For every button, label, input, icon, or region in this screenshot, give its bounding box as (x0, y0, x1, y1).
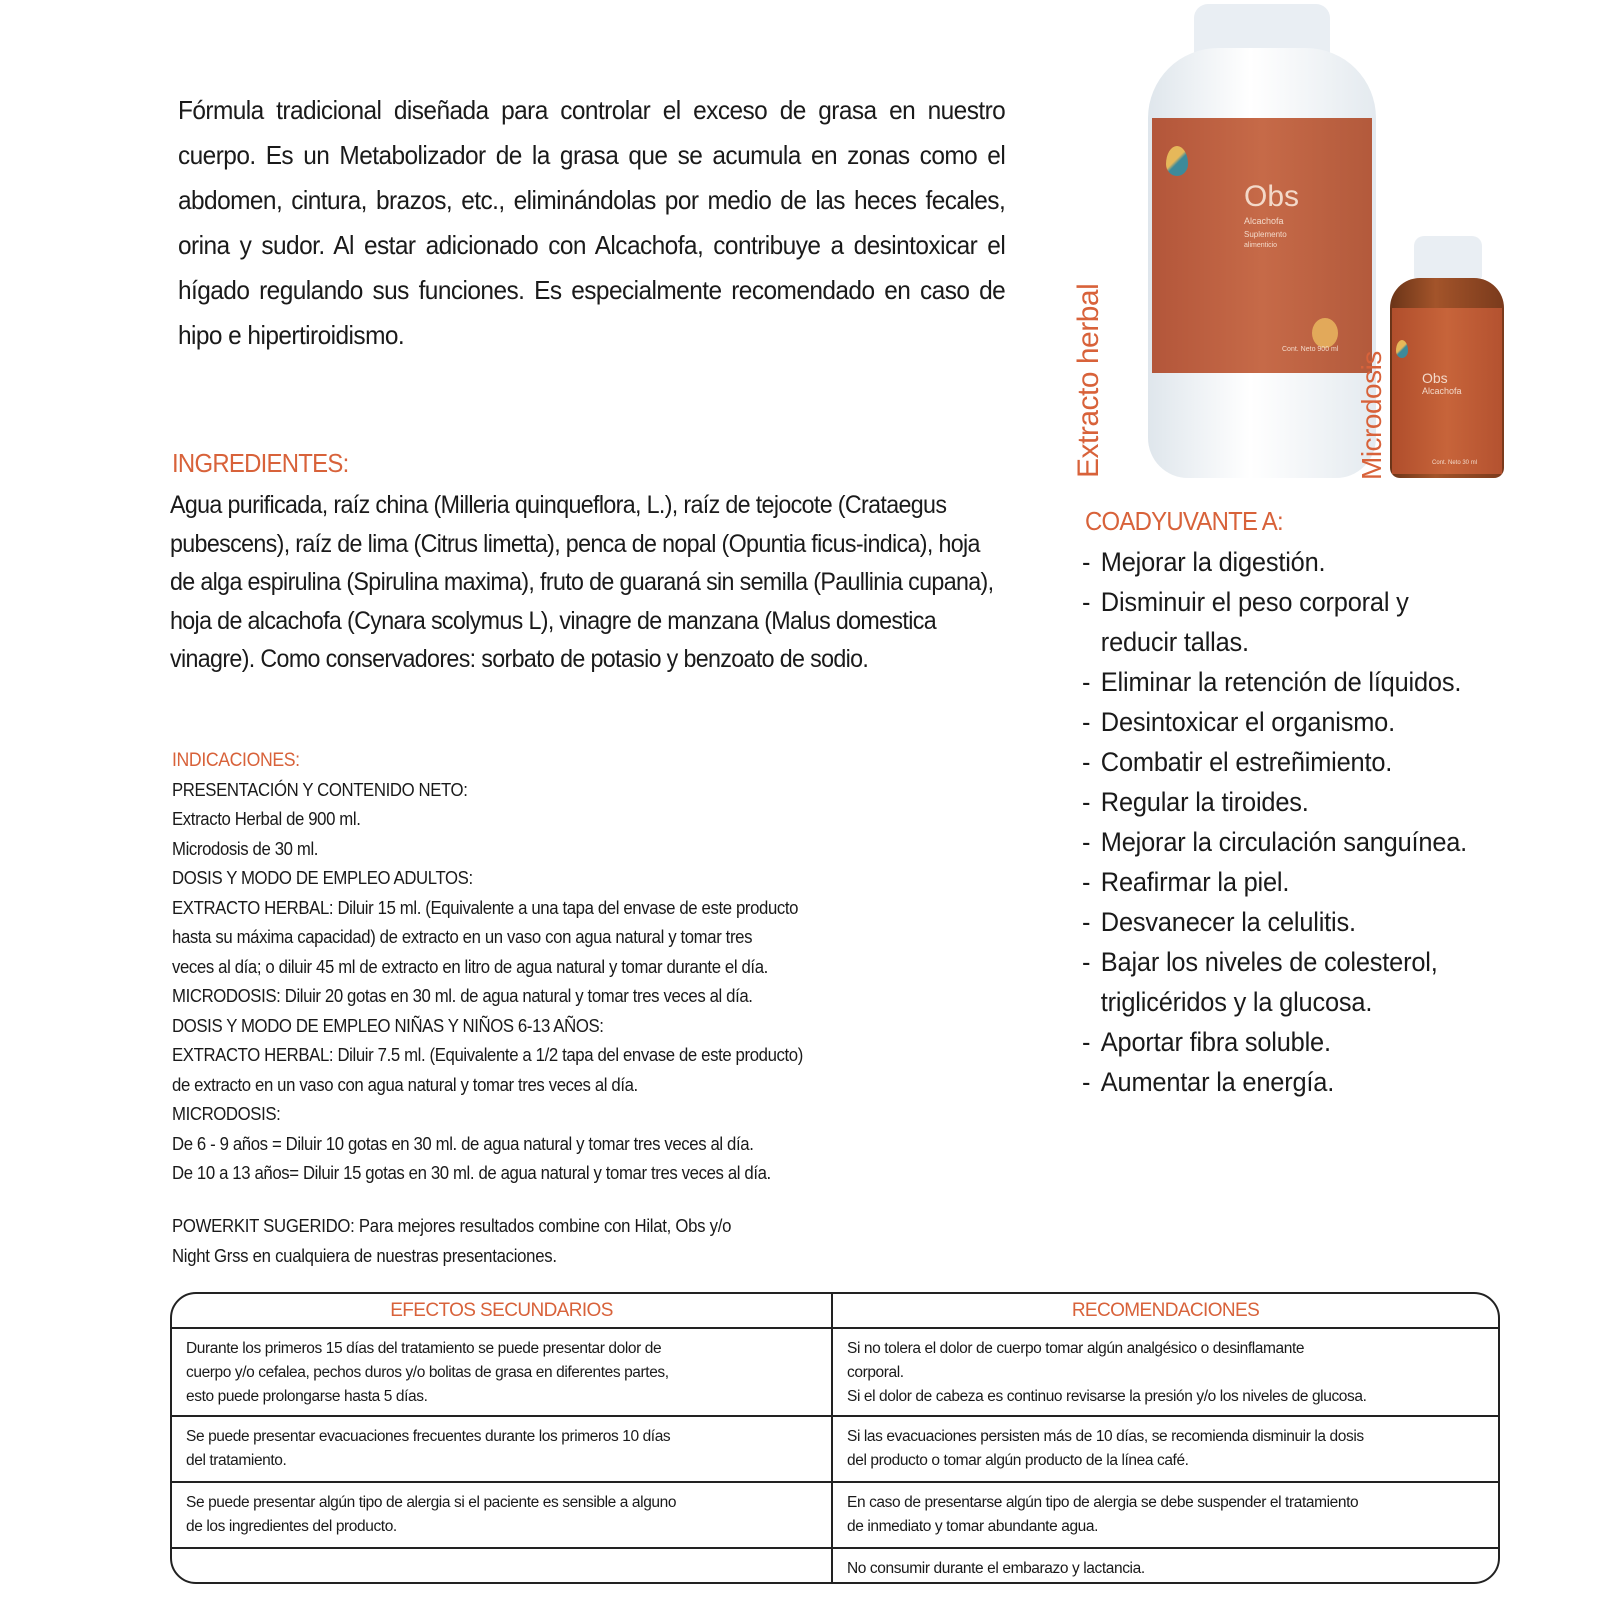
list-item: - Disminuir el peso corporal y reducir tallas. (1082, 582, 1420, 662)
effect-cell: Se puede presentar algún tipo de alergia si el paciente es sensible a alguno de los ingredientes del producto. (172, 1482, 832, 1548)
table-row (172, 1482, 1498, 1548)
intro-paragraph: Fórmula tradicional diseñada para controlar el exceso de grasa en nuestro cuerpo. Es un Metabolizador de la grasa que se acumula en zonas como el abdomen, cintura, brazos, etc., eliminándolas por medio de las heces fecales, orina y sudor. Al estar adicionado con Alcachofa, contribuye a desintoxicar el hígado regulando sus funciones. Es especialmente recomendado en caso de hipo e hipertiroidismo. (178, 95, 1006, 350)
indicaciones-heading: INDICACIONES: (172, 750, 300, 771)
bottle-line3: alimenticio (1244, 242, 1278, 249)
indicaciones-line: veces al día; o diluir 45 ml de extracto en litro de agua natural y tomar durante el día. (172, 956, 768, 977)
powerkit-line: POWERKIT SUGERIDO: Para mejores resultados combine con Hilat, Obs y/o (172, 1216, 732, 1236)
effect-cell-empty (172, 1548, 832, 1584)
microdosis-label: Microdosis (1356, 351, 1387, 480)
indicaciones-line: Microdosis de 30 ml. (172, 838, 319, 859)
table-row (172, 1328, 1498, 1416)
bottle-label (1152, 118, 1372, 373)
seal-icon (1312, 318, 1338, 348)
recommendation-cell: En caso de presentarse algún tipo de alergia se debe suspender el tratamiento de inmediato y tomar abundante agua. (832, 1482, 1498, 1548)
small-bottle-net-content: Cont. Neto 30 ml (1432, 460, 1478, 466)
list-item: - Regular la tiroides. (1082, 782, 1552, 822)
indicaciones-line: De 6 - 9 años = Diluir 10 gotas en 30 ml. de agua natural y tomar tres veces al día. (172, 1133, 754, 1154)
ingredients-text: Agua purificada, raíz china (Milleria quinqueflora, L.), raíz de tejocote (Crataegus pubescens), raíz de lima (Citrus limetta), penca de nopal (Opuntia ficus-indica), hoja de alga espirulina (Spirulina maxima), fruto de guaraná sin semilla (Paullinia cupana), hoja de alcachofa (Cynara scolymus L), vinagre de manzana (Malus domestica vinagre). Como conservadores: sorbato de potasio y benzoato de sodio. (170, 491, 994, 673)
list-item: - Aportar fibra soluble. (1082, 1022, 1552, 1062)
coadyuvante-heading: COADYUVANTE A: (1085, 506, 1283, 536)
bottle-brand: Obs (1244, 180, 1300, 213)
list-item: - Mejorar la digestión. (1082, 542, 1552, 582)
indicaciones-line: MICRODOSIS: Diluir 20 gotas en 30 ml. de agua natural y tomar tres veces al día. (172, 986, 753, 1006)
recommendation-cell: Si las evacuaciones persisten más de 10 días, se recomienda disminuir la dosis del producto o tomar algún producto de la línea café. (832, 1416, 1498, 1482)
small-bottle-label (1392, 308, 1502, 474)
indicaciones-block (172, 746, 1028, 1189)
powerkit-line: Night Grss en cualquiera de nuestras presentaciones. (172, 1245, 557, 1266)
list-item: - Reafirmar la piel. (1082, 862, 1552, 902)
table-row (172, 1548, 1498, 1584)
recommendation-cell: No consumir durante el embarazo y lactancia. (847, 1560, 1145, 1577)
recommendation-cell: Si no tolera el dolor de cuerpo tomar algún analgésico o desinflamante corporal. Si el dolor de cabeza es continuo revisarse la presión y/o los niveles de glucosa. (832, 1328, 1498, 1416)
indicaciones-line: DOSIS Y MODO DE EMPLEO NIÑAS Y NIÑOS 6-13 AÑOS: (172, 1015, 604, 1036)
indicaciones-line: EXTRACTO HERBAL: Diluir 7.5 ml. (Equivalente a 1/2 tapa del envase de este producto) (172, 1045, 803, 1065)
small-bottle-brand: Obs (1422, 370, 1448, 386)
header-recomendaciones: RECOMENDACIONES (832, 1294, 1498, 1328)
table-row (172, 1416, 1498, 1482)
effect-cell: Se puede presentar evacuaciones frecuentes durante los primeros 10 días del tratamiento. (172, 1416, 832, 1482)
bottle-line1: Alcachofa (1244, 216, 1284, 226)
effects-table-container (170, 1292, 1500, 1584)
small-bottle-line1: Alcachofa (1422, 386, 1462, 396)
list-item: - Combatir el estreñimiento. (1082, 742, 1552, 782)
leaf-logo-icon (1396, 340, 1408, 358)
indicaciones-line: PRESENTACIÓN Y CONTENIDO NETO: (172, 779, 468, 800)
small-bottle-image (1388, 232, 1508, 482)
indicaciones-line: EXTRACTO HERBAL: Diluir 15 ml. (Equivalente a una tapa del envase de este producto (172, 897, 799, 918)
list-item: - Eliminar la retención de líquidos. (1082, 662, 1552, 702)
list-item: - Bajar los niveles de colesterol, triglicéridos y la glucosa. (1082, 942, 1486, 1022)
powerkit-note (172, 1212, 1028, 1271)
dropper-cap (1414, 236, 1482, 280)
coadyuvante-list (1082, 542, 1552, 1102)
indicaciones-line: De 10 a 13 años= Diluir 15 gotas en 30 ml. de agua natural y tomar tres veces al día. (172, 1163, 771, 1183)
bottle-line2: Suplemento (1244, 230, 1287, 239)
indicaciones-line: Extracto Herbal de 900 ml. (172, 809, 361, 829)
bottle-net-content: Cont. Neto 900 ml (1282, 346, 1339, 353)
list-item: - Desintoxicar el organismo. (1082, 702, 1552, 742)
effect-cell: Durante los primeros 15 días del tratamiento se puede presentar dolor de cuerpo y/o cefalea, pechos duros y/o bolitas de grasa en diferentes partes, esto puede prolongarse hasta 5 días. (172, 1328, 832, 1416)
effects-recommendations-table (172, 1294, 1498, 1584)
large-bottle-image (1142, 0, 1382, 480)
indicaciones-line: DOSIS Y MODO DE EMPLEO ADULTOS: (172, 868, 473, 888)
indicaciones-line: de extracto en un vaso con agua natural y tomar tres veces al día. (172, 1074, 638, 1095)
indicaciones-line: MICRODOSIS: (172, 1104, 281, 1124)
list-item: - Aumentar la energía. (1082, 1062, 1552, 1102)
leaf-logo-icon (1166, 146, 1188, 176)
list-item: - Desvanecer la celulitis. (1082, 902, 1552, 942)
list-item: - Mejorar la circulación sanguínea. (1082, 822, 1552, 862)
product-images (1050, 0, 1478, 490)
ingredients-heading: INGREDIENTES: (172, 448, 349, 478)
header-efectos-secundarios: EFECTOS SECUNDARIOS (172, 1294, 832, 1328)
extracto-herbal-label: Extracto herbal (1072, 283, 1105, 478)
indicaciones-line: hasta su máxima capacidad) de extracto en un vaso con agua natural y tomar tres (172, 927, 753, 947)
